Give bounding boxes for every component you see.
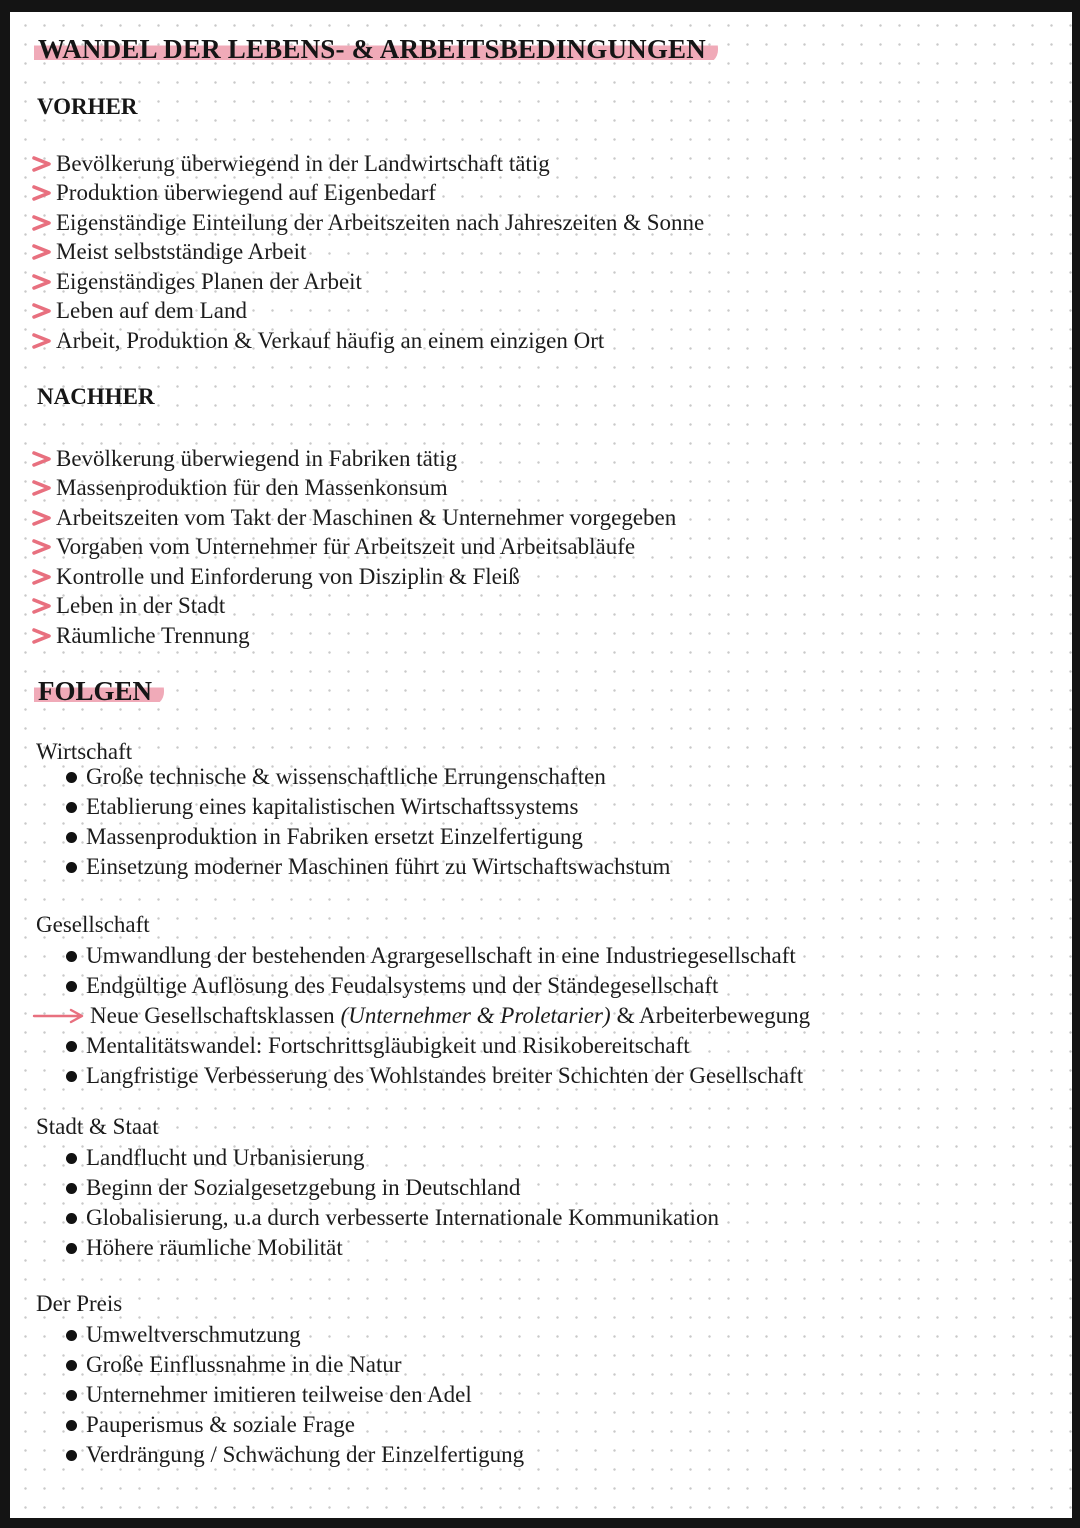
arrow-bullet-icon [32, 449, 52, 469]
list-item-text: Arbeitszeiten vom Takt der Maschinen & Unternehmer vorgegeben [56, 504, 677, 530]
list-item [66, 1440, 524, 1470]
list-item [66, 822, 670, 852]
list-item-text: & Arbeiterbewegung [616, 1003, 811, 1028]
list-item-text: Massenproduktion in Fabriken ersetzt Einzelfertigung [86, 824, 583, 849]
arrow-bullet-icon [32, 331, 52, 351]
list-item [66, 1031, 810, 1061]
note-page [10, 12, 1072, 1518]
list-item [66, 1001, 810, 1031]
list-item [32, 474, 676, 504]
list-item-text: Produktion überwiegend auf Eigenbedarf [56, 180, 437, 206]
arrow-bullet-icon [32, 596, 52, 616]
list-item-text: Endgültige Auflösung des Feudalsystems und der Ständegesellschaft [86, 973, 719, 998]
list-item-text: Beginn der Sozialgesetzgebung in Deutschland [86, 1175, 521, 1200]
list-item-text: Bevölkerung überwiegend in der Landwirtschaft tätig [56, 150, 550, 176]
list-item [32, 267, 704, 297]
list-item [66, 1410, 524, 1440]
list-item-text: Umwandlung der bestehenden Agrargesellschaft in eine Industriegesellschaft [86, 943, 796, 968]
arrow-bullet-icon [32, 567, 52, 587]
list-item [32, 326, 704, 356]
arrow-bullet-icon [32, 508, 52, 528]
bullet-dot-icon [66, 832, 77, 843]
wirtschaft-list [66, 762, 670, 882]
list-item-italic-text: (Unternehmer & Proletarier) [340, 1003, 611, 1028]
bullet-dot-icon [66, 1390, 77, 1401]
arrow-bullet-icon [32, 272, 52, 292]
list-item [66, 1320, 524, 1350]
list-item [66, 1203, 719, 1233]
list-item [66, 1233, 719, 1263]
list-item [66, 1061, 810, 1091]
bullet-dot-icon [66, 951, 77, 962]
list-item [32, 179, 704, 209]
list-item [32, 562, 676, 592]
arrow-bullet-icon [32, 154, 52, 174]
nachher-heading: NACHHER [37, 384, 155, 409]
preis-list [66, 1320, 524, 1470]
list-item [66, 1350, 524, 1380]
list-item-text: Pauperismus & soziale Frage [86, 1412, 355, 1437]
arrow-bullet-icon [32, 301, 52, 321]
gesellschaft-list [66, 941, 810, 1091]
folgen-heading [34, 676, 164, 707]
list-item-text: Eigenständiges Planen der Arbeit [56, 268, 362, 294]
gesellschaft-label: Gesellschaft [36, 912, 150, 937]
nachher-list [32, 444, 676, 651]
list-item [66, 1380, 524, 1410]
arrow-bullet-icon [32, 183, 52, 203]
list-item [66, 852, 670, 882]
bullet-dot-icon [66, 802, 77, 813]
bullet-dot-icon [66, 862, 77, 873]
bullet-dot-icon [66, 1071, 77, 1082]
bullet-dot-icon [66, 1420, 77, 1431]
vorher-heading: VORHER [37, 94, 138, 119]
list-item [32, 621, 676, 651]
long-arrow-icon [32, 1008, 86, 1024]
arrow-bullet-icon [32, 626, 52, 646]
list-item-text: Große Einflussnahme in die Natur [86, 1352, 402, 1377]
folgen-highlight: FOLGEN [34, 676, 164, 706]
list-item [66, 1173, 719, 1203]
title-highlight: WANDEL DER LEBENS- & ARBEITSBEDINGUNGEN [34, 34, 718, 64]
list-item [66, 792, 670, 822]
list-item-text: Massenproduktion für den Massenkonsum [56, 475, 448, 501]
list-item-text: Bevölkerung überwiegend in Fabriken tätig [56, 445, 458, 471]
list-item-text: Räumliche Trennung [56, 622, 250, 648]
arrow-bullet-icon [32, 537, 52, 557]
stadt-staat-list [66, 1143, 719, 1263]
stadt-staat-label: Stadt & Staat [36, 1114, 159, 1139]
list-item-text: Neue Gesellschaftsklassen [90, 1003, 335, 1028]
list-item-text: Globalisierung, u.a durch verbesserte Internationale Kommunikation [86, 1205, 719, 1230]
arrow-bullet-icon [32, 242, 52, 262]
arrow-bullet-icon [32, 478, 52, 498]
list-item-text: Unternehmer imitieren teilweise den Adel [86, 1382, 472, 1407]
list-item [32, 533, 676, 563]
arrow-bullet-icon [32, 213, 52, 233]
list-item [32, 208, 704, 238]
list-item-text: Höhere räumliche Mobilität [86, 1235, 343, 1260]
list-item [32, 444, 676, 474]
list-item-text: Leben auf dem Land [56, 298, 247, 324]
preis-label: Der Preis [36, 1291, 123, 1316]
list-item [66, 762, 670, 792]
page-title [34, 34, 718, 65]
bullet-dot-icon [66, 1041, 77, 1052]
bullet-dot-icon [66, 1153, 77, 1164]
list-item-text: Mentalitätswandel: Fortschrittsgläubigkeit und Risikobereitschaft [86, 1033, 690, 1058]
list-item [66, 1143, 719, 1173]
list-item [32, 149, 704, 179]
list-item-text: Meist selbstständige Arbeit [56, 239, 307, 265]
list-item-text: Leben in der Stadt [56, 593, 226, 619]
list-item-text: Landflucht und Urbanisierung [86, 1145, 365, 1170]
list-item-text: Einsetzung moderner Maschinen führt zu Wirtschaftswachstum [86, 854, 671, 879]
list-item [66, 971, 810, 1001]
bullet-dot-icon [66, 1330, 77, 1341]
wirtschaft-label: Wirtschaft [36, 739, 133, 764]
bullet-dot-icon [66, 772, 77, 783]
bullet-dot-icon [66, 1183, 77, 1194]
vorher-list [32, 149, 704, 356]
list-item-text: Arbeit, Produktion & Verkauf häufig an einem einzigen Ort [56, 327, 605, 353]
bullet-dot-icon [66, 1213, 77, 1224]
list-item-text: Vorgaben vom Unternehmer für Arbeitszeit und Arbeitsabläufe [56, 534, 636, 560]
list-item [32, 503, 676, 533]
bullet-dot-icon [66, 1243, 77, 1254]
bullet-dot-icon [66, 1450, 77, 1461]
list-item-text: Große technische & wissenschaftliche Errungenschaften [86, 764, 606, 789]
list-item [32, 592, 676, 622]
list-item-text: Kontrolle und Einforderung von Disziplin & Fleiß [56, 563, 520, 589]
list-item-text: Langfristige Verbesserung des Wohlstandes breiter Schichten der Gesellschaft [86, 1063, 804, 1088]
list-item [66, 941, 810, 971]
bullet-dot-icon [66, 981, 77, 992]
bullet-dot-icon [66, 1360, 77, 1371]
list-item-text: Verdrängung / Schwächung der Einzelfertigung [86, 1442, 525, 1467]
list-item [32, 297, 704, 327]
list-item-text: Etablierung eines kapitalistischen Wirtschaftssystems [86, 794, 579, 819]
list-item [32, 238, 704, 268]
list-item-text: Eigenständige Einteilung der Arbeitszeiten nach Jahreszeiten & Sonne [56, 209, 705, 235]
list-item-text: Umweltverschmutzung [86, 1322, 301, 1347]
